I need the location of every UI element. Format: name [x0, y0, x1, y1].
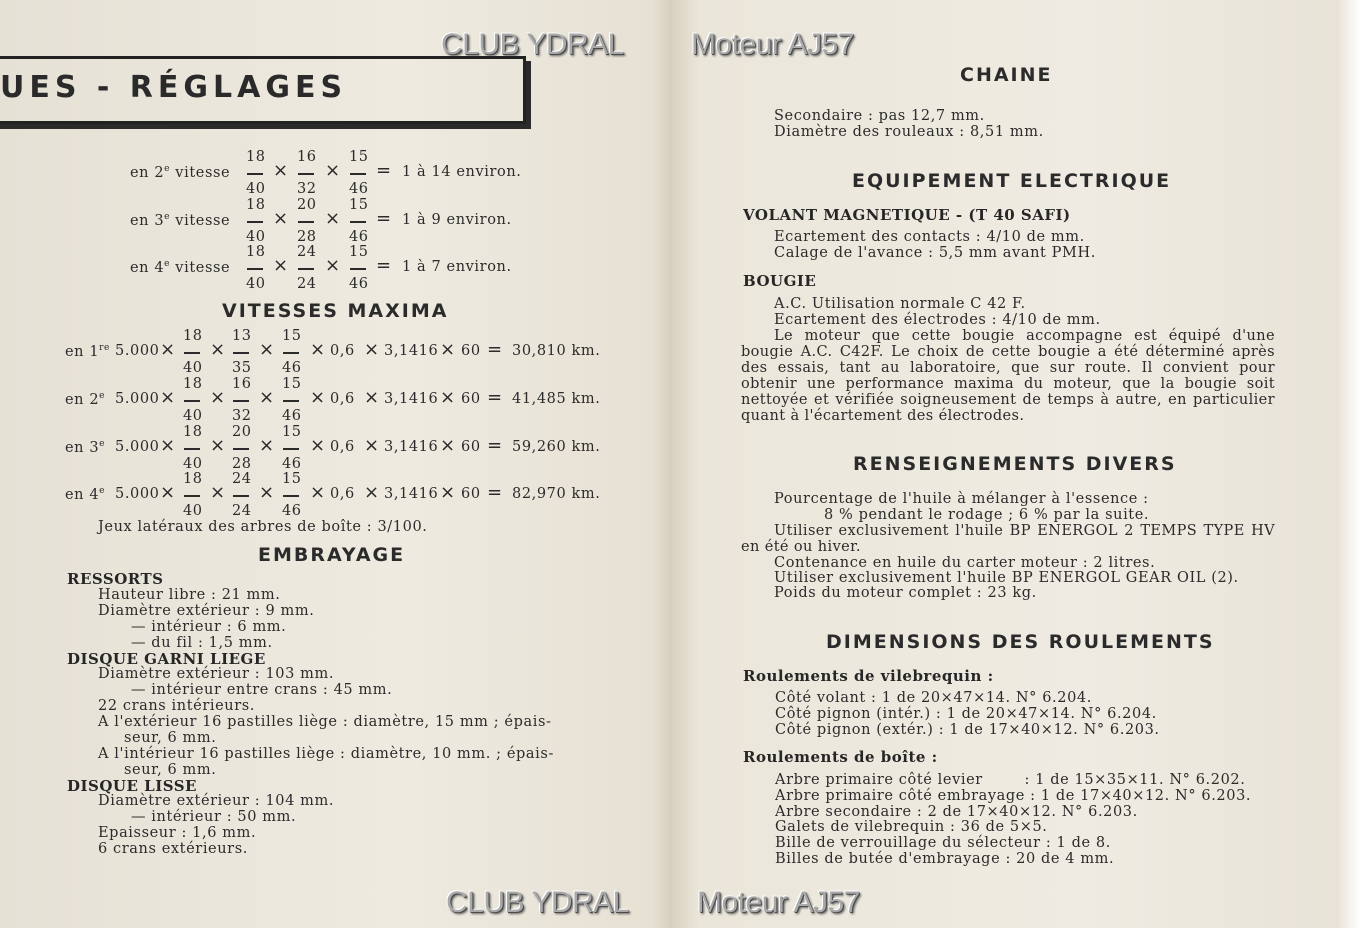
fraction-numerator: 20 — [297, 197, 317, 213]
boite-line-1: Arbre primaire côté levier : 1 de 15×35×11. N° 6.202. — [775, 772, 1246, 788]
fraction-denominator: 28 — [297, 229, 317, 245]
fraction-numerator: 15 — [282, 471, 302, 487]
ratio-label: en 3e vitesse — [130, 212, 231, 229]
multiply-sign: × — [273, 160, 289, 181]
equals-sign: = — [376, 208, 392, 229]
fraction-bar — [233, 352, 249, 354]
equals-sign: = — [487, 435, 503, 456]
multiply-sign: × — [273, 208, 289, 229]
ressorts-line-1: Hauteur libre : 21 mm. — [98, 587, 281, 603]
fraction-denominator: 24 — [297, 276, 317, 292]
multiply-sign: × — [273, 255, 289, 276]
ressorts-line-3: — intérieur : 6 mm. — [131, 619, 287, 635]
fraction-numerator: 18 — [246, 149, 266, 165]
equals-sign: = — [487, 387, 503, 408]
fraction-numerator: 18 — [246, 197, 266, 213]
fraction-numerator: 18 — [246, 244, 266, 260]
fraction-denominator: 32 — [232, 408, 252, 424]
boite-line-4: Galets de vilebrequin : 36 de 5×5. — [775, 819, 1048, 835]
liege-line-1: Diamètre extérieur : 103 mm. — [98, 666, 335, 682]
fraction-bar — [184, 495, 200, 497]
multiply-sign: × — [325, 255, 341, 276]
fraction-denominator: 40 — [183, 360, 203, 376]
vitesse-result: 59,260 km. — [512, 439, 601, 455]
ratio-result: 1 à 14 environ. — [402, 164, 522, 180]
fraction-numerator: 15 — [282, 376, 302, 392]
fraction-bar — [184, 448, 200, 450]
boite-line-2: Arbre primaire côté embrayage : 1 de 17×40×12. N° 6.203. — [775, 788, 1252, 804]
multiply-sign: × — [160, 482, 176, 503]
vitesse-label: en 2e — [65, 391, 106, 408]
liege-line-2: — intérieur entre crans : 45 mm. — [131, 682, 393, 698]
fraction-denominator: 46 — [282, 456, 302, 472]
factor-value: 60 — [461, 486, 481, 502]
ratio-label: en 2e vitesse — [130, 164, 231, 181]
vitesse-result: 82,970 km. — [512, 486, 601, 502]
multiply-sign: × — [210, 387, 226, 408]
volant-heading: VOLANT MAGNETIQUE - (T 40 SAFI) — [743, 206, 1071, 224]
multiply-sign: × — [259, 339, 275, 360]
renseignements-line-2: 8 % pendant le rodage ; 6 % par la suite. — [824, 507, 1150, 523]
fraction-bar — [298, 221, 314, 223]
equals-sign: = — [487, 482, 503, 503]
vitesses-maxima-title: VITESSES MAXIMA — [222, 300, 449, 322]
factor-value: 0,6 — [330, 439, 355, 455]
ressorts-line-2: Diamètre extérieur : 9 mm. — [98, 603, 315, 619]
multiply-sign: × — [364, 339, 380, 360]
renseignements-line-5: Utiliser exclusivement l'huile BP ENERGOL GEAR OIL (2). — [774, 570, 1239, 586]
boite-line-5: Bille de verrouillage du sélecteur : 1 de 8. — [775, 835, 1111, 851]
fraction-denominator: 24 — [232, 503, 252, 519]
multiply-sign: × — [259, 435, 275, 456]
chaine-line-1: Secondaire : pas 12,7 mm. — [774, 108, 985, 124]
fraction-denominator: 46 — [349, 276, 369, 292]
vitesse-label: en 1re — [65, 343, 110, 360]
fraction-denominator: 46 — [282, 360, 302, 376]
factor-value: 0,6 — [330, 343, 355, 359]
bougie-heading: BOUGIE — [743, 272, 817, 290]
liege-line-3: 22 crans intérieurs. — [98, 698, 255, 714]
volant-line-2: Calage de l'avance : 5,5 mm avant PMH. — [774, 245, 1096, 261]
vitesse-label: en 3e — [65, 439, 106, 456]
multiply-sign: × — [440, 435, 456, 456]
multiply-sign: × — [160, 435, 176, 456]
equals-sign: = — [487, 339, 503, 360]
lisse-line-1: Diamètre extérieur : 104 mm. — [98, 793, 335, 809]
factor-value: 3,1416 — [384, 343, 439, 359]
fraction-bar — [350, 268, 366, 270]
fraction-denominator: 35 — [232, 360, 252, 376]
lisse-line-3: Epaisseur : 1,6 mm. — [98, 825, 257, 841]
lisse-line-4: 6 crans extérieurs. — [98, 841, 248, 857]
multiply-sign: × — [210, 482, 226, 503]
fraction-denominator: 40 — [246, 276, 266, 292]
multiply-sign: × — [310, 435, 326, 456]
vitesse-rpm: 5.000 — [115, 486, 160, 502]
multiply-sign: × — [310, 387, 326, 408]
ratio-label: en 4e vitesse — [130, 259, 231, 276]
multiply-sign: × — [364, 387, 380, 408]
multiply-sign: × — [310, 339, 326, 360]
fraction-numerator: 16 — [297, 149, 317, 165]
bougie-line-2: Ecartement des électrodes : 4/10 de mm. — [774, 312, 1101, 328]
ressorts-line-4: — du fil : 1,5 mm. — [131, 635, 273, 651]
ratio-result: 1 à 9 environ. — [402, 212, 512, 228]
fraction-numerator: 24 — [232, 471, 252, 487]
fraction-numerator: 15 — [282, 424, 302, 440]
vilebrequin-line-3: Côté pignon (extér.) : 1 de 17×40×12. N° 6.203. — [775, 722, 1160, 738]
fraction-numerator: 24 — [297, 244, 317, 260]
equals-sign: = — [376, 160, 392, 181]
fraction-numerator: 15 — [349, 149, 369, 165]
multiply-sign: × — [325, 208, 341, 229]
fraction-denominator: 40 — [246, 229, 266, 245]
fraction-bar — [283, 352, 299, 354]
watermark-moteur-bottom: Moteur AJ57 — [697, 886, 860, 919]
disque-lisse-heading: DISQUE LISSE — [67, 777, 197, 795]
page-title: UES - RÉGLAGES — [0, 70, 348, 105]
chaine-title: CHAINE — [960, 64, 1053, 86]
vitesse-label: en 4e — [65, 486, 106, 503]
vitesse-rpm: 5.000 — [115, 439, 160, 455]
boite-heading: Roulements de boîte : — [743, 748, 938, 766]
fraction-denominator: 40 — [183, 503, 203, 519]
fraction-denominator: 40 — [183, 408, 203, 424]
renseignements-line-3: Utiliser exclusivement l'huile BP ENERGOL 2 TEMPS TYPE HV en été ou hiver. — [741, 523, 1275, 555]
fraction-bar — [233, 495, 249, 497]
multiply-sign: × — [364, 482, 380, 503]
vitesse-rpm: 5.000 — [115, 343, 160, 359]
fraction-bar — [247, 268, 263, 270]
renseignements-line-6: Poids du moteur complet : 23 kg. — [774, 585, 1037, 601]
vilebrequin-heading: Roulements de vilebrequin : — [743, 667, 994, 685]
lisse-line-2: — intérieur : 50 mm. — [131, 809, 297, 825]
fraction-denominator: 28 — [232, 456, 252, 472]
factor-value: 3,1416 — [384, 391, 439, 407]
equipement-title: EQUIPEMENT ELECTRIQUE — [852, 170, 1172, 192]
fraction-denominator: 32 — [297, 181, 317, 197]
fraction-numerator: 18 — [183, 376, 203, 392]
fraction-numerator: 20 — [232, 424, 252, 440]
liege-line-7: seur, 6 mm. — [124, 762, 217, 778]
fraction-bar — [283, 400, 299, 402]
watermark-club-bottom: CLUB YDRAL — [446, 886, 629, 919]
fraction-numerator: 18 — [183, 471, 203, 487]
fraction-numerator: 15 — [349, 197, 369, 213]
fraction-bar — [350, 221, 366, 223]
fraction-numerator: 15 — [282, 328, 302, 344]
factor-value: 60 — [461, 343, 481, 359]
factor-value: 3,1416 — [384, 439, 439, 455]
bougie-line-1: A.C. Utilisation normale C 42 F. — [774, 296, 1026, 312]
roulements-title: DIMENSIONS DES ROULEMENTS — [826, 631, 1215, 653]
liege-line-5: seur, 6 mm. — [124, 730, 217, 746]
volant-line-1: Ecartement des contacts : 4/10 de mm. — [774, 229, 1085, 245]
fraction-numerator: 16 — [232, 376, 252, 392]
fraction-bar — [298, 173, 314, 175]
jeux-lateraux: Jeux latéraux des arbres de boîte : 3/100. — [98, 519, 428, 535]
fraction-denominator: 40 — [183, 456, 203, 472]
multiply-sign: × — [160, 387, 176, 408]
factor-value: 0,6 — [330, 391, 355, 407]
bougie-paragraph: Le moteur que cette bougie accompagne est équipé d'une bougie A.C. C42F. Le choix de cette bougie a été déterminé après des essais, tant au laboratoire, que sur route. Il convient pour obtenir une performance maxima du moteur, que la bougie soit nettoyée et vérifiée soigneusement de temps à autre, en particulier quant à l'écartement des électrodes. — [741, 328, 1275, 424]
fraction-bar — [233, 448, 249, 450]
vilebrequin-line-2: Côté pignon (intér.) : 1 de 20×47×14. N° 6.204. — [775, 706, 1157, 722]
equals-sign: = — [376, 255, 392, 276]
watermark-club-top: CLUB YDRAL — [441, 28, 624, 61]
renseignements-title: RENSEIGNEMENTS DIVERS — [853, 453, 1177, 475]
embrayage-title: EMBRAYAGE — [258, 544, 406, 566]
fraction-bar — [283, 495, 299, 497]
fraction-denominator: 46 — [282, 408, 302, 424]
ressorts-heading: RESSORTS — [67, 570, 164, 588]
multiply-sign: × — [259, 482, 275, 503]
disque-liege-heading: DISQUE GARNI LIEGE — [67, 650, 266, 668]
fraction-bar — [283, 448, 299, 450]
page-edge — [1338, 0, 1360, 928]
chaine-line-2: Diamètre des rouleaux : 8,51 mm. — [774, 124, 1044, 140]
vitesse-rpm: 5.000 — [115, 391, 160, 407]
fraction-bar — [233, 400, 249, 402]
fraction-numerator: 15 — [349, 244, 369, 260]
multiply-sign: × — [210, 339, 226, 360]
fraction-bar — [247, 173, 263, 175]
multiply-sign: × — [259, 387, 275, 408]
multiply-sign: × — [364, 435, 380, 456]
fraction-denominator: 46 — [349, 229, 369, 245]
fraction-denominator: 40 — [246, 181, 266, 197]
multiply-sign: × — [160, 339, 176, 360]
vitesse-result: 30,810 km. — [512, 343, 601, 359]
fraction-denominator: 46 — [282, 503, 302, 519]
fraction-numerator: 18 — [183, 424, 203, 440]
renseignements-line-1: Pourcentage de l'huile à mélanger à l'essence : — [774, 491, 1149, 507]
multiply-sign: × — [325, 160, 341, 181]
multiply-sign: × — [440, 482, 456, 503]
fraction-numerator: 13 — [232, 328, 252, 344]
vilebrequin-line-1: Côté volant : 1 de 20×47×14. N° 6.204. — [775, 690, 1092, 706]
factor-value: 60 — [461, 391, 481, 407]
factor-value: 3,1416 — [384, 486, 439, 502]
fraction-bar — [350, 173, 366, 175]
liege-line-4: A l'extérieur 16 pastilles liège : diamètre, 15 mm ; épais- — [98, 714, 552, 730]
multiply-sign: × — [210, 435, 226, 456]
fraction-bar — [298, 268, 314, 270]
fraction-bar — [184, 352, 200, 354]
fraction-numerator: 18 — [183, 328, 203, 344]
watermark-moteur-top: Moteur AJ57 — [691, 28, 854, 61]
multiply-sign: × — [440, 387, 456, 408]
factor-value: 60 — [461, 439, 481, 455]
vitesse-result: 41,485 km. — [512, 391, 601, 407]
factor-value: 0,6 — [330, 486, 355, 502]
boite-line-6: Billes de butée d'embrayage : 20 de 4 mm. — [775, 851, 1115, 867]
multiply-sign: × — [440, 339, 456, 360]
ratio-result: 1 à 7 environ. — [402, 259, 512, 275]
multiply-sign: × — [310, 482, 326, 503]
fraction-bar — [247, 221, 263, 223]
boite-line-3: Arbre secondaire : 2 de 17×40×12. N° 6.203. — [775, 804, 1138, 820]
fraction-bar — [184, 400, 200, 402]
liege-line-6: A l'intérieur 16 pastilles liège : diamètre, 10 mm. ; épais- — [98, 746, 554, 762]
renseignements-line-4: Contenance en huile du carter moteur : 2 litres. — [774, 555, 1156, 571]
fraction-denominator: 46 — [349, 181, 369, 197]
